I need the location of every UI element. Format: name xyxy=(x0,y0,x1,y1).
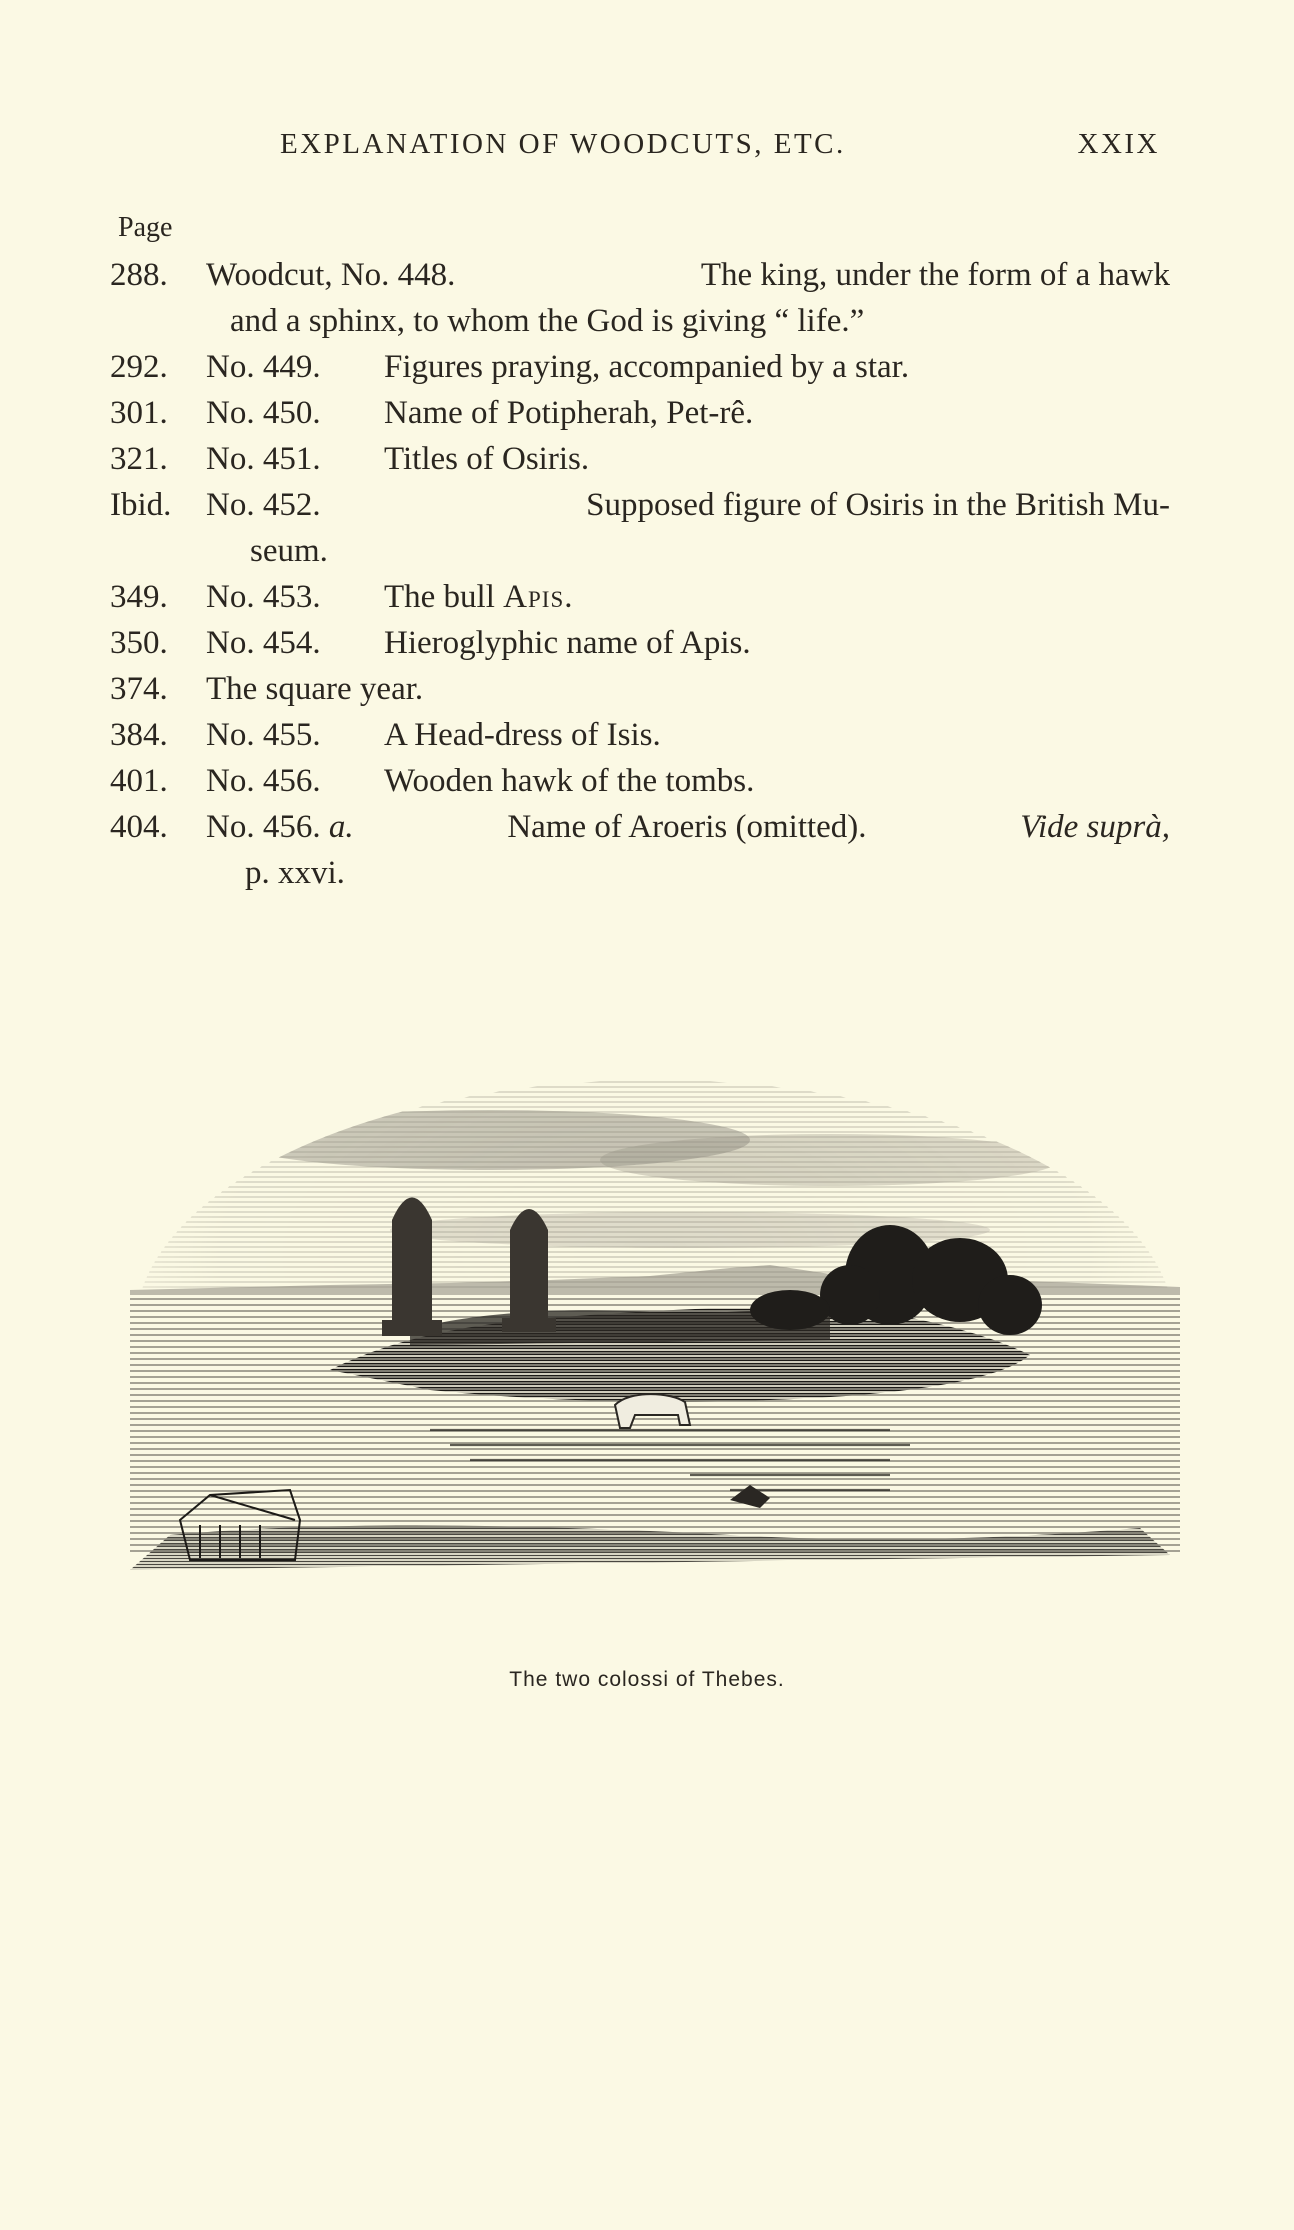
entry-page: Ibid. xyxy=(110,487,172,523)
running-head-title: EXPLANATION OF WOODCUTS, ETC. xyxy=(280,128,846,160)
entry-description: Supposed figure of Osiris in the British Mu- xyxy=(586,487,1170,523)
colossi-woodcut-illustration xyxy=(130,1080,1180,1620)
list-item xyxy=(110,620,1170,666)
list-item xyxy=(110,344,1170,390)
entry-description: Name of Potipherah, Pet-rê. xyxy=(384,395,754,431)
list-item xyxy=(110,758,1170,804)
entry-description: Wooden hawk of the tombs. xyxy=(384,763,755,799)
list-item xyxy=(110,390,1170,436)
entry-description: Titles of Osiris. xyxy=(384,441,590,477)
entry-description: The king, under the form of a hawk xyxy=(700,257,1170,293)
list-item xyxy=(110,252,1170,298)
entry-page: 401. xyxy=(110,763,168,799)
running-head xyxy=(280,128,1160,161)
entry-page: 350. xyxy=(110,625,168,661)
list-item xyxy=(110,666,1170,712)
woodcut-list xyxy=(110,252,1170,896)
entry-page: 292. xyxy=(110,349,168,385)
entry-number: No. 456. xyxy=(206,809,321,845)
entry-continuation: seum. xyxy=(250,533,328,569)
list-item xyxy=(110,482,1170,528)
entry-number-suffix: a. xyxy=(328,809,354,845)
page-column-label: Page xyxy=(118,212,173,243)
entry-description: The bull Apis. xyxy=(384,579,573,615)
entry-number: No. 454. xyxy=(206,625,321,661)
list-item xyxy=(110,436,1170,482)
running-head-page-number: XXIX xyxy=(1077,128,1160,160)
entry-description: The square year. xyxy=(206,671,424,707)
figure-caption: The two colossi of Thebes. xyxy=(509,1668,785,1691)
entry-number: No. 451. xyxy=(206,441,321,477)
entry-cross-reference: Vide suprà, xyxy=(1020,809,1170,845)
list-item xyxy=(110,712,1170,758)
entry-description: Hieroglyphic name of Apis. xyxy=(384,625,751,661)
entry-page: 374. xyxy=(110,671,168,707)
entry-page: 404. xyxy=(110,809,168,845)
entry-number: No. 449. xyxy=(206,349,321,385)
entry-description: A Head-dress of Isis. xyxy=(384,717,661,753)
entry-page: 288. xyxy=(110,257,168,293)
entry-description: Name of Aroeris (omitted). xyxy=(507,809,867,845)
entry-page: 301. xyxy=(110,395,168,431)
entry-page: 321. xyxy=(110,441,168,477)
entry-continuation: and a sphinx, to whom the God is giving “ life.” xyxy=(230,303,865,339)
list-item xyxy=(110,574,1170,620)
entry-number: No. 456. xyxy=(206,763,321,799)
entry-number: No. 455. xyxy=(206,717,321,753)
entry-description: Figures praying, accompanied by a star. xyxy=(384,349,910,385)
entry-number: No. 450. xyxy=(206,395,321,431)
entry-number: Woodcut, No. 448. xyxy=(206,257,456,293)
entry-page: 349. xyxy=(110,579,168,615)
list-item xyxy=(110,804,1170,850)
entry-number: No. 453. xyxy=(206,579,321,615)
entry-page: 384. xyxy=(110,717,168,753)
entry-continuation: p. xxvi. xyxy=(245,855,345,891)
entry-number: No. 452. xyxy=(206,487,321,523)
